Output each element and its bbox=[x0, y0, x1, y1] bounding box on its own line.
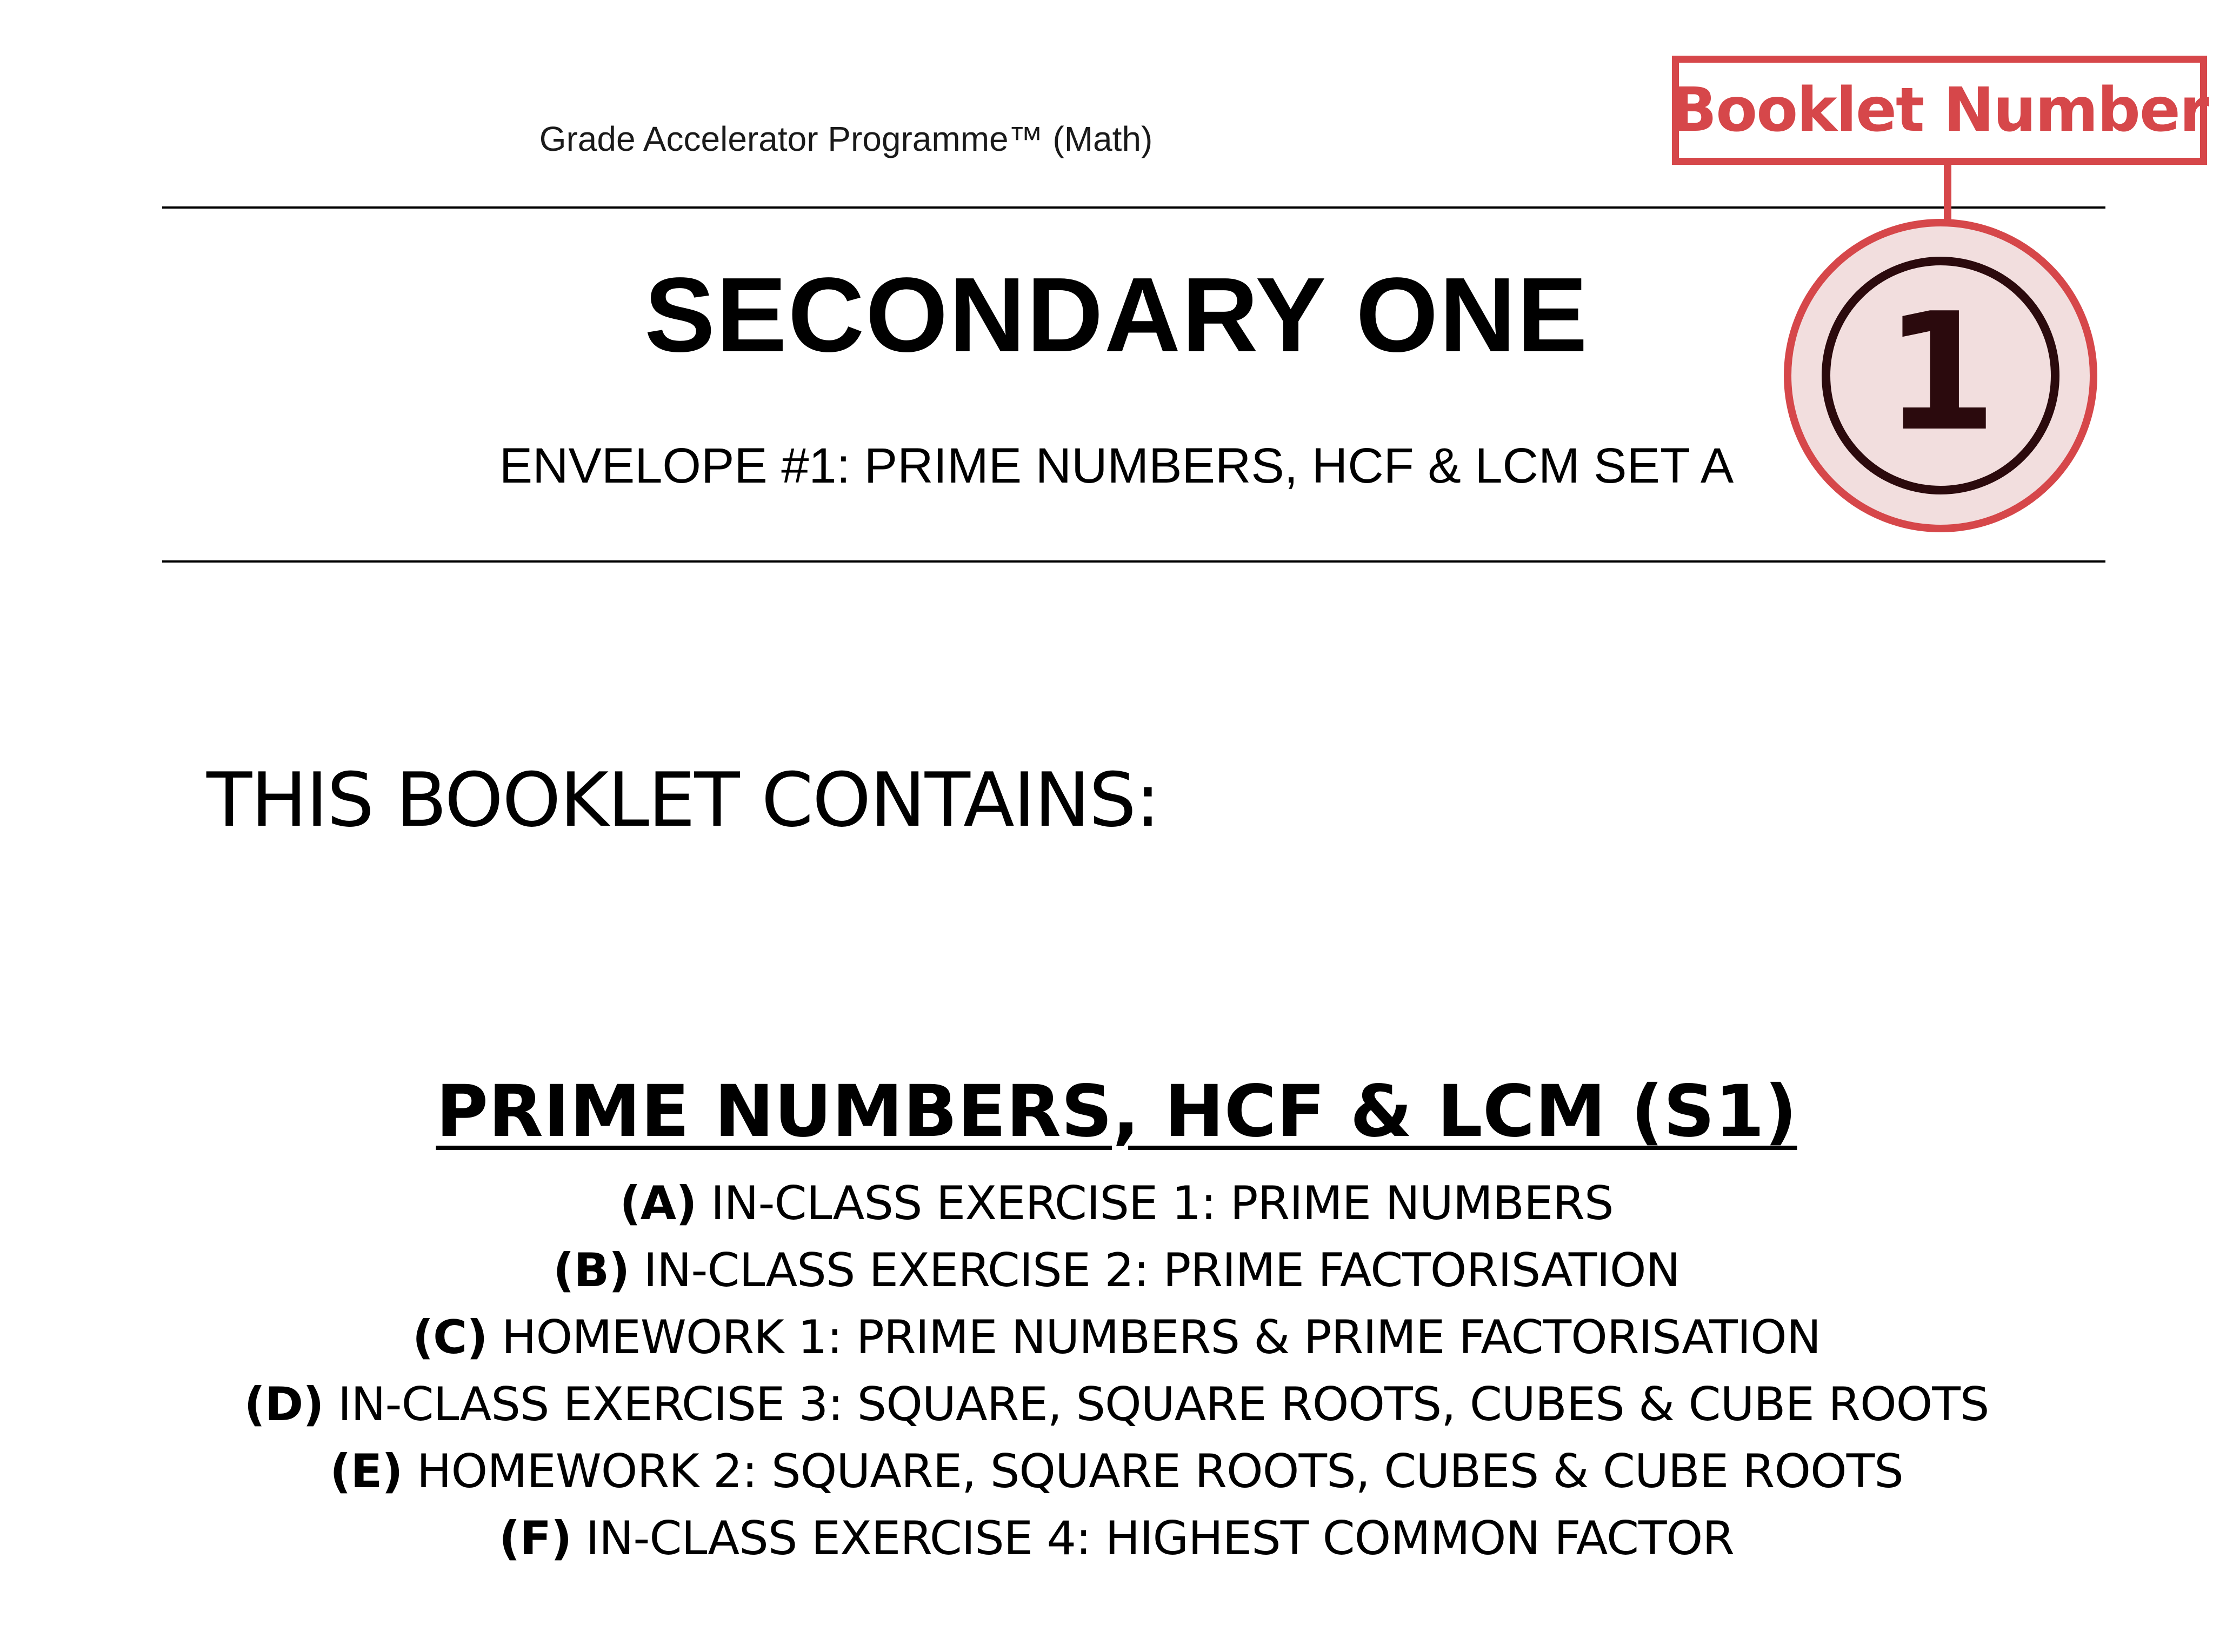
envelope-title: ENVELOPE #1: PRIME NUMBERS, HCF & LCM SET A bbox=[499, 438, 1734, 493]
contents-heading: THIS BOOKLET CONTAINS: bbox=[206, 757, 1159, 844]
list-item bbox=[0, 1438, 2233, 1505]
top-divider bbox=[162, 206, 2105, 209]
contents-list bbox=[0, 1170, 2233, 1572]
item-text: HOMEWORK 1: PRIME NUMBERS & PRIME FACTORISATION bbox=[487, 1310, 1821, 1365]
programme-name: Grade Accelerator Programme™ (Math) bbox=[539, 119, 1153, 158]
booklet-callout-connector bbox=[1944, 165, 1951, 223]
item-letter: (D) bbox=[244, 1377, 324, 1432]
item-text: IN-CLASS EXERCISE 1: PRIME NUMBERS bbox=[696, 1176, 1614, 1230]
item-text: IN-CLASS EXERCISE 4: HIGHEST COMMON FACTOR bbox=[571, 1511, 1735, 1566]
booklet-number-badge bbox=[1784, 219, 2097, 532]
booklet-number-label-box bbox=[1672, 56, 2207, 165]
bottom-divider bbox=[162, 560, 2105, 563]
list-item bbox=[0, 1371, 2233, 1438]
item-letter: (B) bbox=[553, 1243, 630, 1297]
item-letter: (E) bbox=[330, 1444, 403, 1499]
list-item bbox=[0, 1505, 2233, 1572]
topic-title: PRIME NUMBERS, HCF & LCM (S1) bbox=[436, 1070, 1797, 1153]
booklet-number: 1 bbox=[1884, 278, 1997, 467]
level-title: SECONDARY ONE bbox=[644, 256, 1589, 374]
list-item bbox=[0, 1170, 2233, 1237]
booklet-number-label: Booklet Number bbox=[1670, 75, 2209, 145]
booklet-number-ring bbox=[1822, 257, 2059, 494]
list-item bbox=[0, 1304, 2233, 1371]
item-letter: (F) bbox=[498, 1511, 572, 1566]
item-letter: (A) bbox=[619, 1176, 697, 1230]
list-item bbox=[0, 1237, 2233, 1304]
item-text: HOMEWORK 2: SQUARE, SQUARE ROOTS, CUBES & CUBE ROOTS bbox=[402, 1444, 1903, 1499]
item-text: IN-CLASS EXERCISE 3: SQUARE, SQUARE ROOTS, CUBES & CUBE ROOTS bbox=[323, 1377, 1989, 1432]
item-text: IN-CLASS EXERCISE 2: PRIME FACTORISATION bbox=[629, 1243, 1680, 1297]
item-letter: (C) bbox=[412, 1310, 488, 1365]
